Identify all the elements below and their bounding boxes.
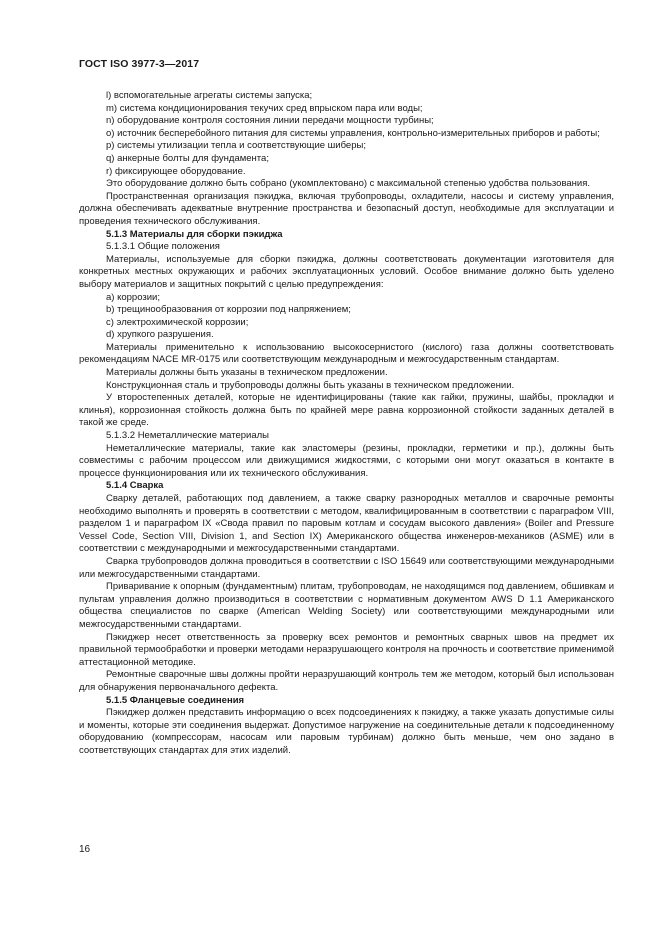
list-item: p) системы утилизации тепла и соответствующие шиберы; [106, 140, 366, 152]
list-item: c) электрохимической коррозии; [106, 316, 249, 328]
paragraph: Пэкиджер несет ответственность за проверку всех ремонтов и ремонтных сварных швов на предмет их правильной термообработки и проверки методами неразрушающего контроля на прочность и соответствие применимой аттестационной методике. [79, 631, 614, 668]
list-item: b) трещинообразования от коррозии под напряжением; [106, 304, 351, 316]
list-item: d) хрупкого разрушения. [106, 329, 214, 341]
paragraph: Пространственная организация пэкиджа, включая трубопроводы, охладители, насосы и систему управления, должна обеспечивать адекватные внутренние пространства и безопасный доступ, необходимые для эксплуатации и проведения технического обслуживания. [79, 190, 614, 227]
page-number: 16 [79, 844, 91, 855]
document-body [79, 90, 614, 757]
list-item: m) система кондиционирования текучих сред впрыском пара или воды; [106, 102, 423, 114]
paragraph: Это оборудование должно быть собрано (укомплектовано) с максимальной степенью удобства пользования. [106, 178, 590, 190]
section-heading: 5.1.4 Сварка [106, 480, 164, 492]
paragraph: Материалы применительно к использованию высокосернистого (кислого) газа должны соответствовать рекомендациям NACE MR-0175 или соответствующим международным и межгосударственным стандартам. [79, 341, 614, 366]
paragraph: Неметаллические материалы, такие как эластомеры (резины, прокладки, герметики и пр.), должны быть совместимы с рабочим процессом или движущимися жидкостями, с которыми они могут оказаться в контакте в процессе функционирования или их технического обслуживания. [79, 442, 614, 479]
paragraph: Конструкционная сталь и трубопроводы должны быть указаны в техническом предложении. [106, 379, 515, 391]
paragraph: Сварка трубопроводов должна проводиться в соответствии с ISO 15649 или соответствующими международными или межгосударственными стандартами. [79, 555, 614, 580]
list-item: a) коррозии; [106, 291, 160, 303]
paragraph: Материалы, используемые для сборки пэкиджа, должны соответствовать документации изготовителя для конкретных местных окружающих и рабочих эксплуатационных условий. Особое внимание должно быть уделено выбору материалов и защитных покрытий с целью предупреждения: [79, 253, 614, 290]
list-item: r) фиксирующее оборудование. [106, 165, 246, 177]
paragraph: Приваривание к опорным (фундаментным) плитам, трубопроводам, не находящимся под давлением, обшивкам и пультам управления должно производиться в соответствии с нормативным документом AWS D 1.1 Американского общества специалистов по сварке (American Welding Society) или соответствующими международными или межгосударственными стандартами. [79, 581, 614, 630]
list-item: q) анкерные болты для фундамента; [106, 152, 269, 164]
paragraph: Сварку деталей, работающих под давлением, а также сварку разнородных металлов и сварочные ремонты необходимо выполнять и проверять в соответствии с методом, квалифицированным в соответствии с параграфом VIII, разделом 1 и параграфом IX «Свода правил по паровым котлам и сосудам высокого давления» (Boiler and Pressure Vessel Code, Section VIII, Division 1, and Section IX) Американского общества инженеров-механиков (ASME) или в соответствии с международными и межгосударственными стандартами. [79, 493, 614, 555]
paragraph: Пэкиджер должен представить информацию о всех подсоединениях к пэкиджу, а также указать допустимые силы и моменты, которые эти соединения выдержат. Допустимое нагружение на соединительные детали к подсоединенному оборудованию (компрессорам, насосам или паровым турбинам) должно быть меньше, чем оно задано в соответствующих стандартах для этих изделий. [79, 707, 614, 756]
list-item: n) оборудование контроля состояния линии передачи мощности турбины; [106, 115, 434, 127]
subsection-heading: 5.1.3.2 Неметаллические материалы [106, 430, 270, 442]
page-header: ГОСТ ISO 3977-3—2017 [79, 58, 200, 70]
section-heading: 5.1.3 Материалы для сборки пэкиджа [106, 228, 283, 240]
list-item: l) вспомогательные агрегаты системы запуска; [106, 90, 313, 101]
paragraph: У второстепенных деталей, которые не идентифицированы (такие как гайки, пружины, шайбы, прокладки и клинья), коррозионная стойкость должна быть по крайней мере равна коррозионной стойкости заданных деталей в такой же среде. [79, 392, 614, 429]
section-heading: 5.1.5 Фланцевые соединения [106, 694, 245, 706]
paragraph: Материалы должны быть указаны в техническом предложении. [106, 367, 388, 379]
subsection-heading: 5.1.3.1 Общие положения [106, 241, 220, 253]
paragraph: Ремонтные сварочные швы должны пройти неразрушающий контроль тем же методом, который был использован для обнаружения первоначального дефекта. [79, 669, 614, 693]
list-item: o) источник бесперебойного питания для системы управления, контрольно-измерительных приборов и работы; [106, 127, 600, 139]
